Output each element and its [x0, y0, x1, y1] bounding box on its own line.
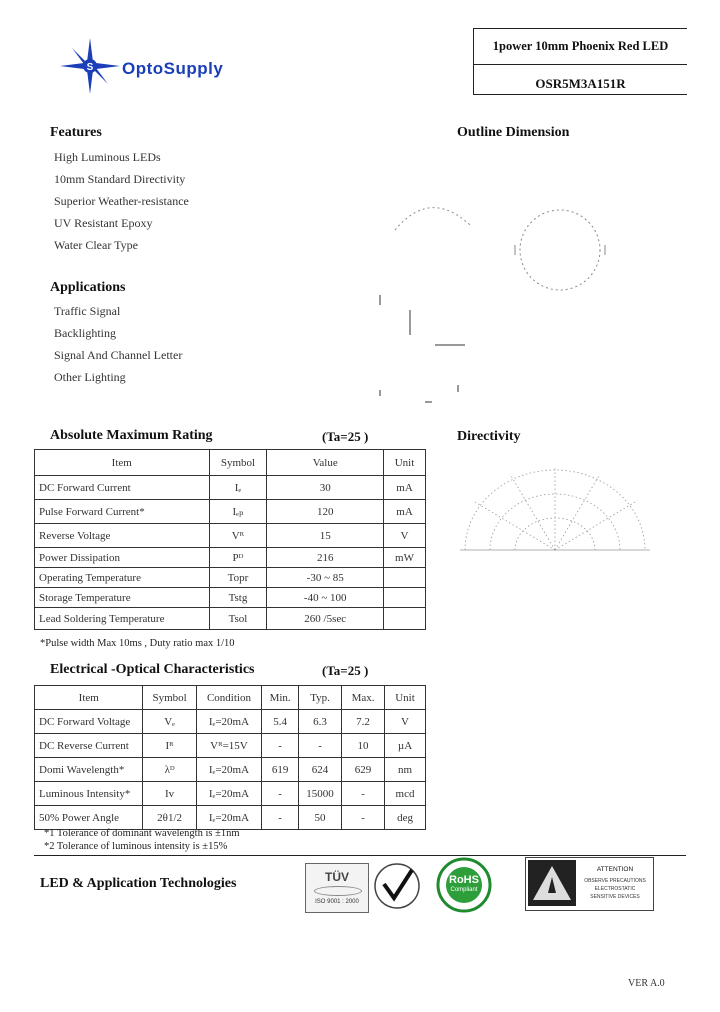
cell: 6.3 [299, 710, 342, 734]
abs-max-heading: Absolute Maximum Rating [50, 428, 213, 443]
star-logo-icon [58, 36, 122, 96]
cell: 15 [267, 524, 384, 548]
esd-attention-label [525, 857, 654, 911]
cell: Vᴿ=15V [196, 734, 262, 758]
cell: - [299, 734, 342, 758]
table-row [35, 806, 426, 830]
abs-max-condition: (Ta=25 ) [322, 429, 369, 444]
outline-drawing [370, 170, 620, 410]
cell: Iᴿ [143, 734, 196, 758]
column-header: Symbol [209, 450, 267, 476]
cell: 15000 [299, 782, 342, 806]
table-row [35, 568, 426, 588]
column-header: Condition [196, 686, 262, 710]
cell: Power Dissipation [35, 548, 210, 568]
cell: - [262, 734, 299, 758]
cell: Iₑ=20mA [196, 758, 262, 782]
feature-item: 10mm Standard Directivity [54, 172, 186, 186]
cell: mA [384, 500, 426, 524]
cell: -30 ~ 85 [267, 568, 384, 588]
cell: Iv [143, 782, 196, 806]
cell: Vₑ [143, 710, 196, 734]
footer-company: LED & Application Technologies [40, 876, 237, 891]
tuv-iso-badge [305, 863, 369, 913]
column-header: Unit [385, 686, 426, 710]
cell: Iₑ=20mA [196, 806, 262, 830]
table-row [35, 524, 426, 548]
cell: Pulse Forward Current* [35, 500, 210, 524]
table-row [35, 782, 426, 806]
outline-heading: Outline Dimension [457, 125, 570, 140]
cell: 10 [342, 734, 385, 758]
cell: 2θ1/2 [143, 806, 196, 830]
cell: 30 [267, 476, 384, 500]
cell: DC Forward Current [35, 476, 210, 500]
abs-max-note: *Pulse width Max 10ms , Duty ratio max 1/10 [40, 638, 235, 649]
cell: µA [385, 734, 426, 758]
cell: -40 ~ 100 [267, 588, 384, 608]
cell: - [342, 806, 385, 830]
column-header: Min. [262, 686, 299, 710]
cell: Storage Temperature [35, 588, 210, 608]
eo-heading: Electrical -Optical Characteristics [50, 662, 255, 677]
cell: Domi Wavelength* [35, 758, 143, 782]
cell: 120 [267, 500, 384, 524]
cell: DC Reverse Current [35, 734, 143, 758]
cell: λᴰ [143, 758, 196, 782]
cell: 260 /5sec [267, 608, 384, 630]
column-header: Symbol [143, 686, 196, 710]
eo-table [34, 685, 426, 830]
tuv-label: TÜV [325, 870, 349, 884]
abs-max-table [34, 449, 426, 630]
cell: V [384, 524, 426, 548]
cell: Lead Soldering Temperature [35, 608, 210, 630]
cell: 7.2 [342, 710, 385, 734]
cell: 5.4 [262, 710, 299, 734]
applications-heading: Applications [50, 280, 126, 295]
cell: 629 [342, 758, 385, 782]
part-number: OSR5M3A151R [535, 76, 626, 91]
table-row [35, 476, 426, 500]
product-title: 1power 10mm Phoenix Red LED [492, 39, 669, 53]
cell: 216 [267, 548, 384, 568]
rohs-sub-label: Compliant [450, 887, 478, 893]
table-row [35, 758, 426, 782]
cell: 619 [262, 758, 299, 782]
cell: Iₑ=20mA [196, 782, 262, 806]
cell: Topr [209, 568, 267, 588]
attention-line: SENSITIVE DEVICES [590, 894, 640, 900]
column-header: Unit [384, 450, 426, 476]
application-item: Signal And Channel Letter [54, 348, 183, 362]
column-header: Item [35, 450, 210, 476]
table-row [35, 710, 426, 734]
cell: mcd [385, 782, 426, 806]
company-logo [58, 36, 278, 96]
attention-line: ELECTROSTATIC [594, 886, 636, 892]
svg-text:S: S [86, 62, 94, 73]
footer-divider [34, 855, 686, 856]
cell [384, 588, 426, 608]
column-header: Max. [342, 686, 385, 710]
rohs-badge [434, 857, 494, 913]
cell: deg [385, 806, 426, 830]
directivity-chart [455, 462, 655, 572]
eo-note: *2 Tolerance of luminous intensity is ±15% [44, 841, 228, 852]
header-box [473, 28, 687, 95]
feature-item: Water Clear Type [54, 238, 138, 252]
cell: DC Forward Voltage [35, 710, 143, 734]
cell: Tsol [209, 608, 267, 630]
application-item: Other Lighting [54, 370, 126, 384]
application-item: Traffic Signal [54, 304, 121, 318]
table-row [35, 548, 426, 568]
attention-title: ATTENTION [596, 866, 634, 873]
esd-warning-icon [530, 863, 574, 903]
cell: Iₑₚ [209, 500, 267, 524]
table-row [35, 734, 426, 758]
cell: Iₑ=20mA [196, 710, 262, 734]
feature-item: Superior Weather-resistance [54, 194, 189, 208]
eo-condition: (Ta=25 ) [322, 663, 369, 678]
column-header: Typ. [299, 686, 342, 710]
cell: Iₑ [209, 476, 267, 500]
table-header-row [35, 450, 426, 476]
table-row [35, 588, 426, 608]
feature-item: High Luminous LEDs [54, 150, 161, 164]
features-heading: Features [50, 125, 102, 140]
eo-note: *1 Tolerance of dominant wavelength is ±1nm [44, 828, 240, 839]
cell: mW [384, 548, 426, 568]
rohs-label: RoHS [449, 874, 479, 886]
directivity-heading: Directivity [457, 429, 521, 444]
cell [384, 608, 426, 630]
cell: Operating Temperature [35, 568, 210, 588]
cell: Vᴿ [209, 524, 267, 548]
application-item: Backlighting [54, 326, 116, 340]
feature-item: UV Resistant Epoxy [54, 216, 153, 230]
version-label: VER A.0 [628, 978, 665, 989]
cell: mA [384, 476, 426, 500]
cell: Pᴰ [209, 548, 267, 568]
cell: 50 [299, 806, 342, 830]
cell: Tstg [209, 588, 267, 608]
cell: Luminous Intensity* [35, 782, 143, 806]
cell: 624 [299, 758, 342, 782]
attention-line: OBSERVE PRECAUTIONS [584, 878, 646, 884]
column-header: Item [35, 686, 143, 710]
column-header: Value [267, 450, 384, 476]
cell: nm [385, 758, 426, 782]
cell: - [262, 782, 299, 806]
cell: V [385, 710, 426, 734]
cell: Reverse Voltage [35, 524, 210, 548]
table-header-row [35, 686, 426, 710]
table-row [35, 500, 426, 524]
cell: 50% Power Angle [35, 806, 143, 830]
brand-name: OptoSupply [122, 59, 224, 78]
cell [384, 568, 426, 588]
iso-label: ISO 9001 : 2000 [315, 899, 359, 905]
cell: - [262, 806, 299, 830]
table-row [35, 608, 426, 630]
cell: - [342, 782, 385, 806]
certification-check-icon [372, 860, 422, 910]
